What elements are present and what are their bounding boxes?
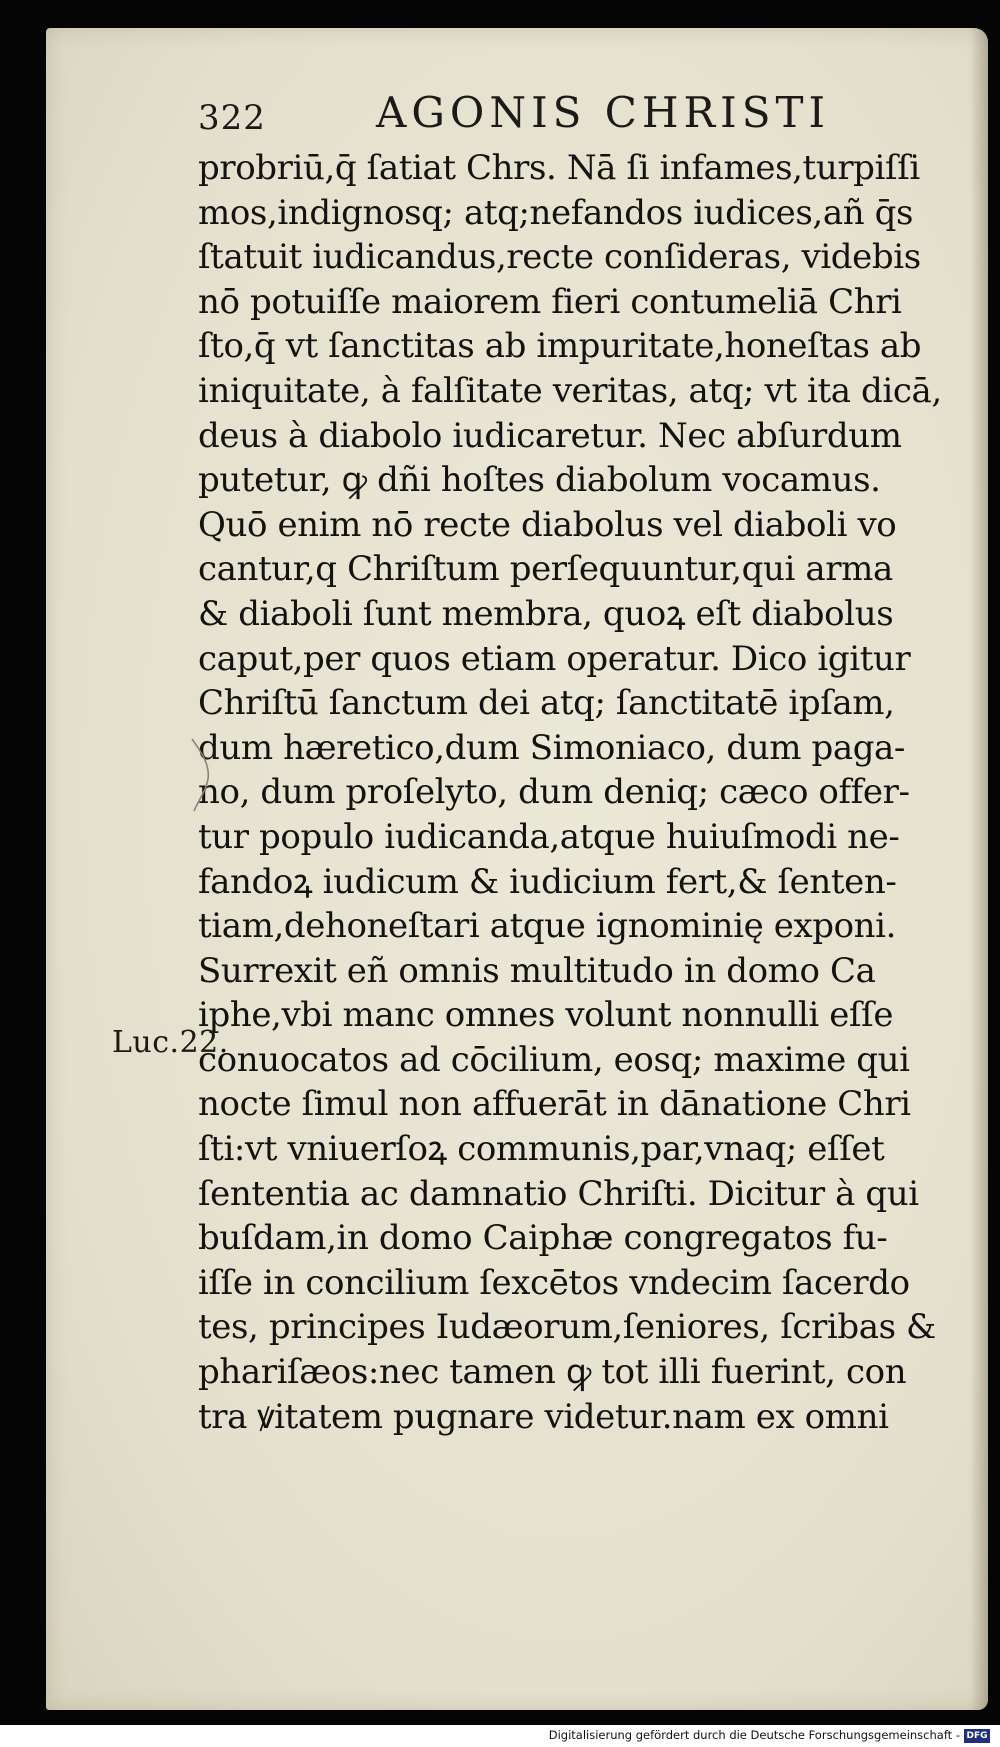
text-line: iphe,vbi manc omnes volunt nonnulli eſſe <box>198 995 894 1036</box>
text-line: no, dum proſelyto, dum deniq; cæco offer- <box>198 772 910 813</box>
text-line: ſtatuit iudicandus,recte conſideras, videbis <box>198 237 921 278</box>
text-line: deus à diabolo iudicaretur. Nec abſurdum <box>198 415 902 456</box>
text-line: ſti:vt vniuerſoꝝ communis,par,vnaq; eſſet <box>198 1129 885 1170</box>
page-header <box>198 86 838 146</box>
pencil-bracket-mark <box>188 735 228 815</box>
text-line: conuocatos ad cōcilium, eosq; maxime qui <box>198 1039 910 1080</box>
text-line: tur populo iudicanda,atque huiuſmodi ne- <box>198 816 900 857</box>
digitization-credit: Digitalisierung gefördert durch die Deutsche Forschungsgemeinschaft - <box>548 1728 960 1742</box>
running-title: AGONIS CHRISTI <box>376 88 831 137</box>
text-line: nō potuiſſe maiorem fieri contumeliā Chri <box>198 281 902 322</box>
text-line: Surrexit eñ omnis multitudo in domo Ca <box>198 950 876 991</box>
text-line: & diaboli ſunt membra, quoꝝ eſt diabolus <box>198 593 894 634</box>
text-line: tiam,dehoneſtari atque ignominię exponi. <box>198 906 897 947</box>
text-line: ſententia ac damnatio Chriſti. Dicitur à qui <box>198 1173 919 1214</box>
text-line: phariſæos:nec tamen ꝙ tot illi fuerint, con <box>198 1352 907 1393</box>
text-line: buſdam,in domo Caiphæ congregatos fu- <box>198 1218 888 1259</box>
text-line: tes, principes Iudæorum,ſeniores, ſcribas & <box>198 1307 936 1348</box>
text-line: cantur,q Chriſtum perſequuntur,qui arma <box>198 549 893 590</box>
text-line: putetur, ꝙ dñi hoſtes diabolum vocamus. <box>198 460 881 501</box>
text-line: caput,per quos etiam operatur. Dico igitur <box>198 638 911 679</box>
marginal-note: Luc.22. <box>112 1025 229 1060</box>
text-line: Chriſtū ſanctum dei atq; ſanctitatē ipſam, <box>198 683 895 724</box>
text-line: dum hæretico,dum Simoniaco, dum paga- <box>198 727 906 768</box>
page-edge-shadow <box>970 28 988 1710</box>
text-line: tra ꝟitatem pugnare videtur.nam ex omni <box>198 1396 889 1437</box>
footer-bar <box>0 1725 1000 1747</box>
text-line: fandoꝝ iudicum & iudicium fert,& ſenten- <box>198 861 897 902</box>
text-line: Quō enim nō recte diabolus vel diaboli vo <box>198 504 897 545</box>
text-line: nocte ſimul non affuerāt in dānatione Chri <box>198 1084 911 1125</box>
text-line: iſſe in concilium ſexcētos vndecim ſacerdo <box>198 1262 910 1303</box>
page-number: 322 <box>198 98 266 138</box>
text-line: iniquitate, à falſitate veritas, atq; vt ita dicā, <box>198 370 942 411</box>
text-line: ſto,q̄ vt ſanctitas ab impuritate,honeſtas ab <box>198 326 922 367</box>
text-line: probriū,q̄ ſatiat Chrs. Nā ſi infames,turpiſſi <box>198 148 920 188</box>
text-line: mos,indignosq; atq;nefandos iudices,añ q̄s <box>198 192 914 233</box>
body-text <box>198 146 948 1439</box>
dfg-logo: DFG <box>964 1729 990 1743</box>
